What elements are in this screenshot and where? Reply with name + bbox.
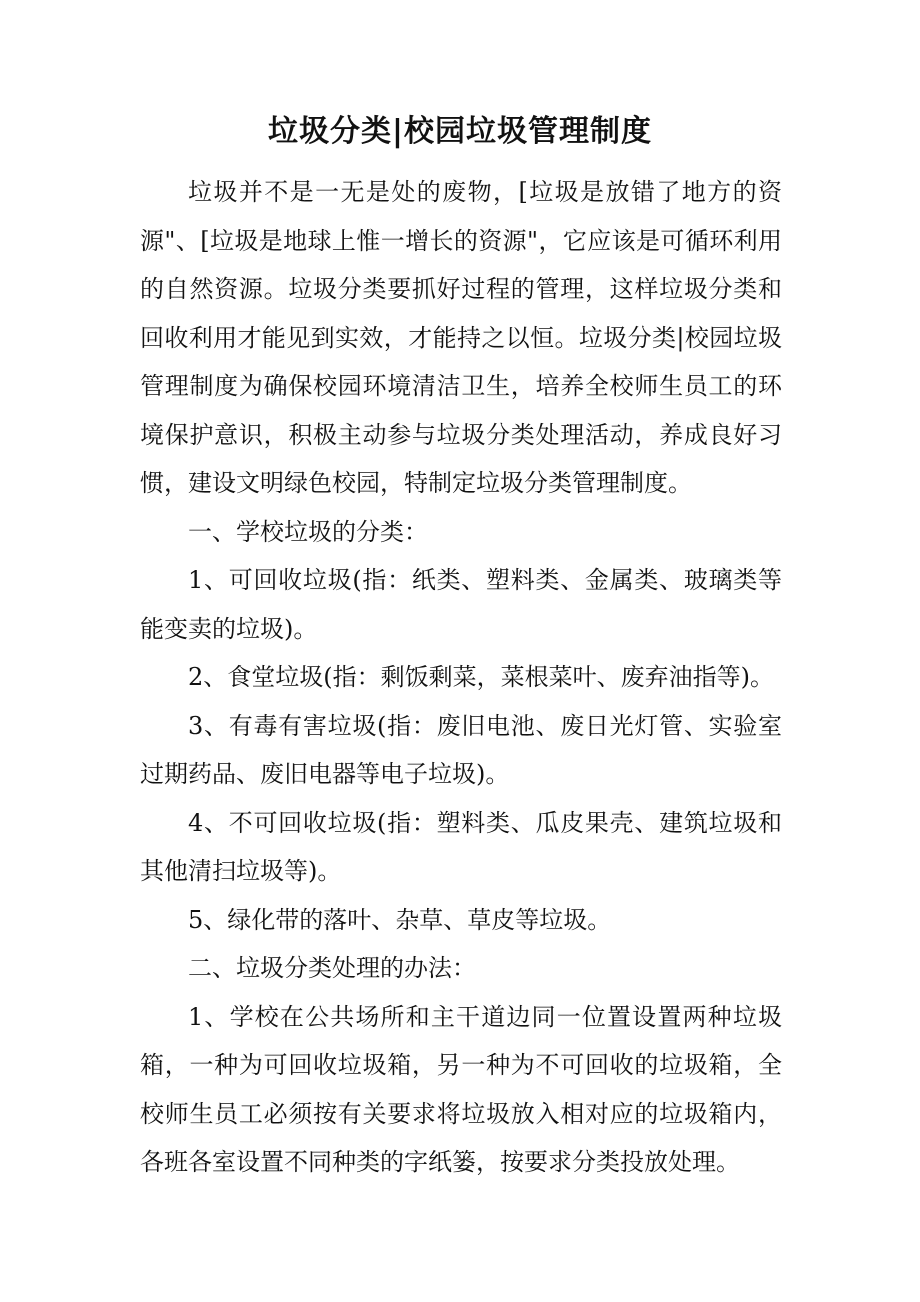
intro-paragraph: 垃圾并不是一无是处的废物，[垃圾是放错了地方的资源"、[垃圾是地球上惟一增长的资源"，它应该是可循环利用的自然资源。垃圾分类要抓好过程的管理，这样垃圾分类和回收利用才能见到实效，才能持之以恒。垃圾分类|校园垃圾管理制度为确保校园环境清洁卫生，培养全校师生员工的环境保护意识，积极主动参与垃圾分类处理活动，养成良好习惯，建设文明绿色校园，特制定垃圾分类管理制度。	[140, 178, 782, 497]
section-heading-classification: 一、学校垃圾的分类：	[188, 517, 428, 546]
list-item-green-waste: 5、绿化带的落叶、杂草、草皮等垃圾。	[188, 905, 612, 934]
list-item-kitchen-waste: 2、食堂垃圾(指：剩饭剩菜，菜根菜叶、废弃油指等)。	[188, 663, 774, 691]
list-item-recyclable: 1、可回收垃圾(指：纸类、塑料类、金属类、玻璃类等能变卖的垃圾)。	[140, 566, 782, 643]
section-heading-methods: 二、垃圾分类处理的办法：	[188, 954, 476, 982]
document-body	[140, 168, 782, 1187]
document-title: 垃圾分类|校园垃圾管理制度	[268, 114, 652, 149]
list-item-non-recyclable: 4、不可回收垃圾(指：塑料类、瓜皮果壳、建筑垃圾和其他清扫垃圾等)。	[140, 808, 782, 885]
list-item-hazardous: 3、有毒有害垃圾(指：废旧电池、废日光灯管、实验室过期药品、废旧电器等电子垃圾)。	[140, 711, 782, 788]
method-item-bins: 1、学校在公共场所和主干道边同一位置设置两种垃圾箱，一种为可回收垃圾箱，另一种为不可回收的垃圾箱，全校师生员工必须按有关要求将垃圾放入相对应的垃圾箱内，各班各室设置不同种类的字纸篓，按要求分类投放处理。	[140, 1002, 782, 1176]
